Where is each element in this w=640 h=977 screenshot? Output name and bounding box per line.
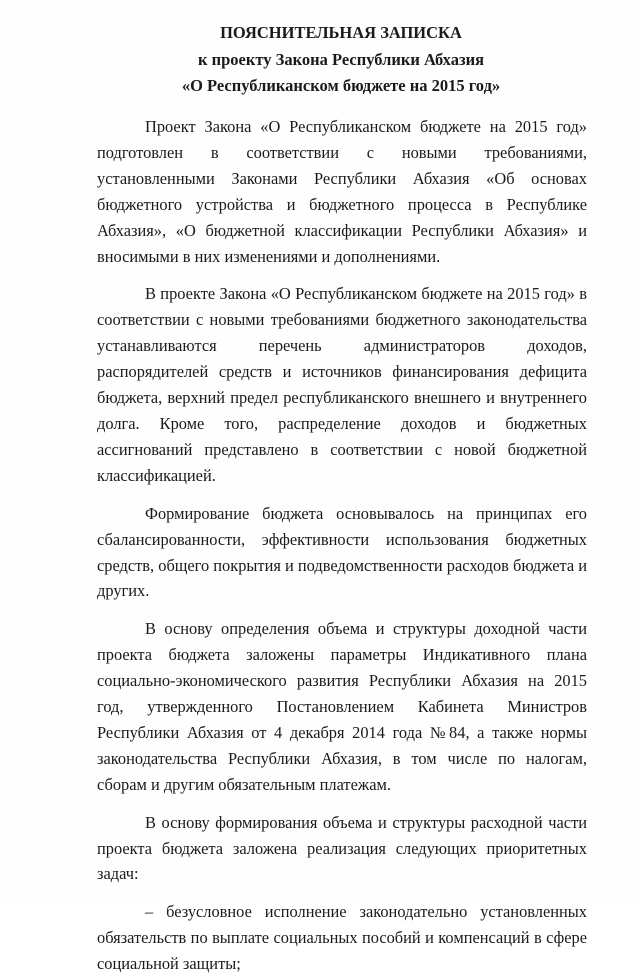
document-body	[97, 114, 587, 977]
paragraph-4: В основу определения объема и структуры доходной части проекта бюджета заложены параметры Индикативного плана социально-экономического развития Республики Абхазия на 2015 год, утвержденного Постановлением Кабинета Министров Республики Абхазия от 4 декабря 2014 года №84, а также нормы законодательства Республики Абхазия, в том числе по налогам, сборам и другим обязательным платежам.	[97, 619, 587, 794]
paragraph-3: Формирование бюджета основывалось на принципах его сбалансированности, эффективности использования бюджетных средств, общего покрытия и подведомственности расходов бюджета и других.	[97, 503, 587, 601]
paragraph-6: – безусловное исполнение законодательно установленных обязательств по выплате социальных пособий и компенсаций в сфере социальной защиты;	[97, 902, 587, 974]
paragraph-1: Проект Закона «О Республиканском бюджете на 2015 год» подготовлен в соответствии с новыми требованиями, установленными Законами Республики Абхазия «Об основах бюджетного устройства и бюджетного процесса в Республике Абхазия», «О бюджетной классификации Республики Абхазия» и вносимыми в них изменениями и дополнениями.	[97, 117, 587, 266]
paragraph-5: В основу формирования объема и структуры расходной части проекта бюджета заложена реализация следующих приоритетных задач:	[97, 812, 587, 884]
document-heading	[96, 20, 586, 100]
paragraph-2: В проекте Закона «О Республиканском бюджете на 2015 год» в соответствии с новыми требованиями бюджетного законодательства устанавливаются перечень администраторов доходов, распорядителей средств и источников финансирования дефицита бюджета, верхний предел республиканского внешнего и внутреннего долга. Кроме того, распределение доходов и бюджетных ассигнований представлено в соответствии с новой бюджетной классификацией.	[97, 284, 587, 485]
document-title: ПОЯСНИТЕЛЬНАЯ ЗАПИСКА	[220, 23, 462, 42]
document-subtitle: к проекту Закона Республики Абхазия	[197, 49, 485, 69]
law-name: «О Республиканском бюджете на 2015 год»	[181, 76, 501, 95]
